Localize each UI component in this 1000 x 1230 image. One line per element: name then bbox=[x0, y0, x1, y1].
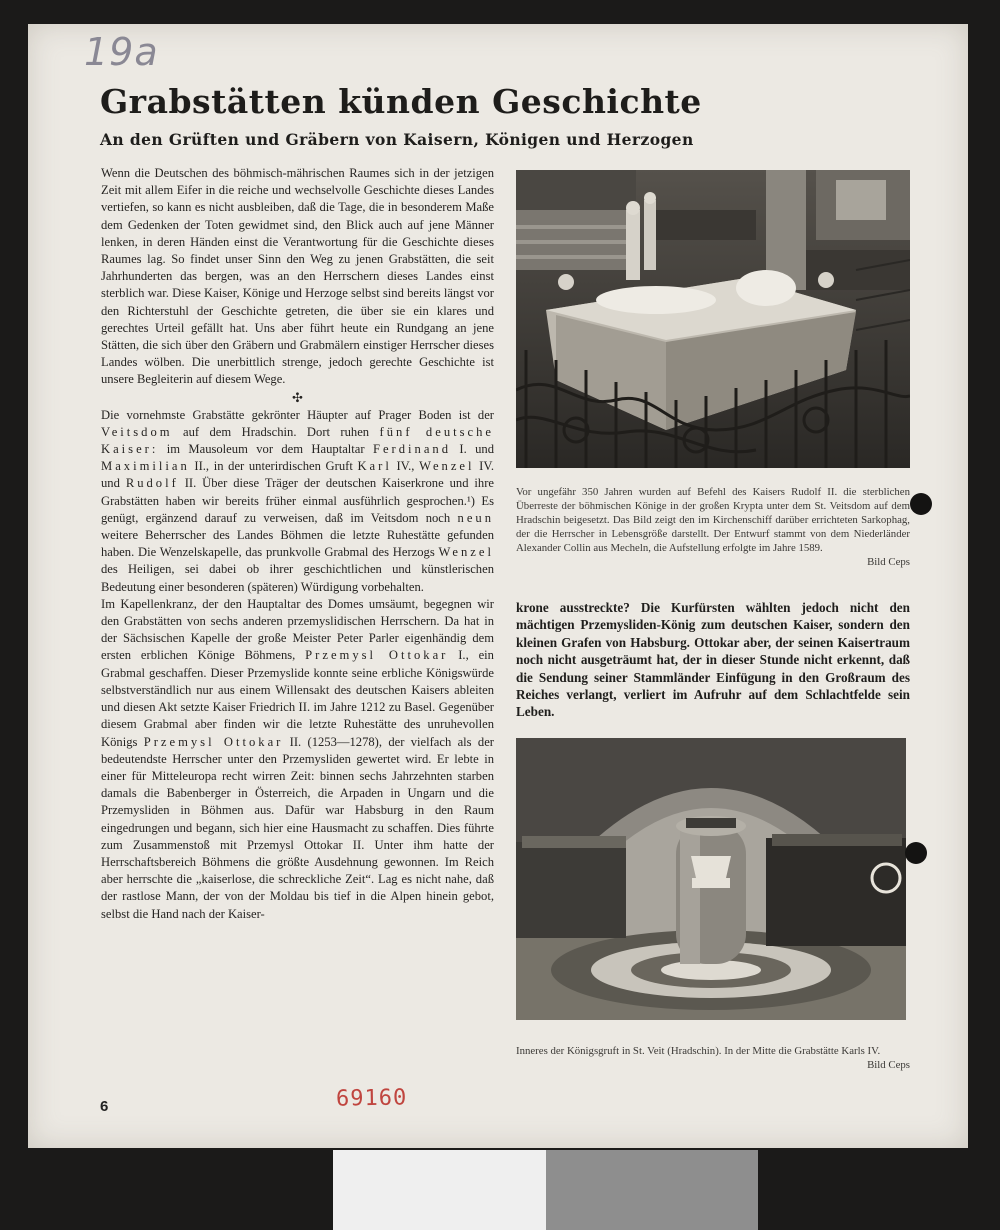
color-calibration-white bbox=[333, 1150, 546, 1230]
punch-hole-lower bbox=[905, 842, 927, 864]
color-calibration-grey bbox=[546, 1150, 758, 1230]
royal-crypt-photo bbox=[516, 738, 906, 1020]
article-title: Grabstätten künden Geschichte bbox=[100, 82, 702, 121]
separator-ornament: ✣ bbox=[292, 389, 303, 405]
paragraph-kapellenkranz: Im Kapellenkranz, der den Hauptaltar des Domes umsäumt, begegnen wir den Grabstätten von sechs anderen przemyslidischen Herrschern. Da hat in der Sächsischen Kapelle der große Meister Peter Parler eigenhändig dem ersten erblichen Könige Böhmens, Przemysl Ottokar I., ein Grabmal geschaffen. Dieser Przemyslide konnte seine erbliche Königswürde selbstverständlich nur aus einem Willensakt des deutschen Kaisers ableiten und diesen Akt setzte Kaiser Friedrich II. im Jahre 1212 zu Basel. Gegenüber diesem Grabmal aber finden wir die letzte Ruhestätte des unruhevollen Königs Przemysl Ottokar II. (1253—1278), der vielfach als der bedeutendste Herrscher unter den Przemysliden gewertet wird. Er lebte in einer für Mitteleuropa recht wirren Zeit: binnen sechs Jahrzehnten starben damals die Babenberger in Österreich, die Arpaden in Ungarn und die Przemysliden in Böhmen aus. Dafür war Habsburg in den Raum eingedrungen und begann, sich hier eine Hausmacht zu schaffen. Dies führte zum Zusammenstoß mit Przemysl Ottokar II. Unter ihm hatte der Herrschaftsbereich Böhmens die größte Ausdehnung gewonnen. Im Reich aber herrschte die „kaiserlose, die schreckliche Zeit“. Lag es nicht nahe, daß der rastlose Mann, der von der Moldau bis tief in die Alpen hinein gebot, selbst die Hand nach der Kaiser- bbox=[101, 596, 494, 921]
photo-credit: Bild Ceps bbox=[867, 556, 910, 569]
handwritten-note: 19a bbox=[84, 30, 159, 74]
punch-hole-upper bbox=[910, 493, 932, 515]
photo-caption-sarcophagus bbox=[516, 485, 910, 570]
paragraph-veitsdom: Die vornehmste Grabstätte gekrönter Häupter auf Prager Boden ist der Veitsdom auf dem Hradschin. Dort ruhen fünf deutsche Kaiser: im Mausoleum vor dem Hauptaltar Ferdinand I. und Maximilian II., in der unterirdischen Gruft Karl IV., Wenzel IV. und Rudolf II. Über diese Träger der deutschen Kaiserkrone und ihre Grabstätten haben wir bereits früher einmal ausführlich gesprochen.¹) Es genügt, ergänzend darauf zu verweisen, daß im Veitsdom noch neun weitere Beherrscher des Landes Böhmen die letzte Ruhestätte gefunden haben. Die Wenzelskapelle, das prunkvolle Grabmal des Herzogs Wenzel des Heiligen, sei dabei ob ihrer geschichtlichen und künstlerischen Bedeutung einer besonderen (späteren) Würdigung vorbehalten. bbox=[101, 407, 494, 594]
photo-credit-crypt: Bild Ceps bbox=[867, 1059, 910, 1072]
inventory-stamp: 69160 bbox=[335, 1085, 408, 1112]
page-number: 6 bbox=[100, 1098, 109, 1115]
photo-caption-crypt bbox=[516, 1044, 910, 1072]
intro-paragraph: Wenn die Deutschen des böhmisch-mährischen Raumes sich in der jetzigen Zeit mit allem Eifer in die reiche und wechselvolle Geschichte dieses Landes vertiefen, so kann es nicht ausbleiben, daß die Tage, die in besonderem Maße dem Gedenken der Toten gewidmet sind, den Blick auch auf jene Männer lenken, in deren Händen einst die Verantwortung für die Geschichte dieses Raumes lag. So findet unser Sinn den Weg zu jenen Grabstätten, die seit Jahrhunderten das bergen, was an den Herrschern dieses Landes einst sterblich war. Diese Kaiser, Könige und Herzoge selbst sind bereits längst vor den Richterstuhl der Geschichte getreten, die über sie ein klares und gerechtes Urteil gefällt hat. Uns aber führt heute ein Rundgang an jene Stätten, die sich über den Gräbern und Grabmälern einstiger Herrscher dieses Landes wölben. Die unerbittlich strenge, jedoch gerechte Geschichte ist unsere Begleiterin auf diesem Wege. bbox=[101, 166, 494, 387]
caption-text-crypt: Inneres der Königsgruft in St. Veit (Hradschin). In der Mitte die Grabstätte Karls IV. bbox=[516, 1045, 881, 1057]
article-subtitle: An den Grüften und Gräbern von Kaisern, Königen und Herzogen bbox=[100, 130, 694, 149]
caption-text: Vor ungefähr 350 Jahren wurden auf Befehl des Kaisers Rudolf II. die sterblichen Überreste der böhmischen Könige in der großen Krypta unter dem St. Veitsdom auf dem Hradschin beigesetzt. Das Bild zeigt den im Kirchenschiff darüber errichteten Sarkophag, der die Herrscher in Lebensgröße darstellt. Der Entwurf stammt von dem Niederländer Alexander Collin aus Mecheln, die Aufstellung erfolgte im Jahre 1589. bbox=[516, 486, 910, 555]
sarcophagus-photo bbox=[516, 170, 910, 468]
left-column bbox=[101, 165, 494, 923]
right-column-text: krone ausstreckte? Die Kurfürsten wählten jedoch nicht den mächtigen Przemysliden-König zum deutschen Kaiser, sondern den kleinen Grafen von Habsburg. Ottokar aber, der seinen Kaisertraum noch nicht ausgeträumt hat, der in dieser Stunde nicht erkennt, daß die Sendung seiner Stammländer Einfügung in den Großraum des Reiches verlangt, verliert im Aufruhr auf dem Schlachtfelde sein Leben. bbox=[516, 600, 910, 720]
